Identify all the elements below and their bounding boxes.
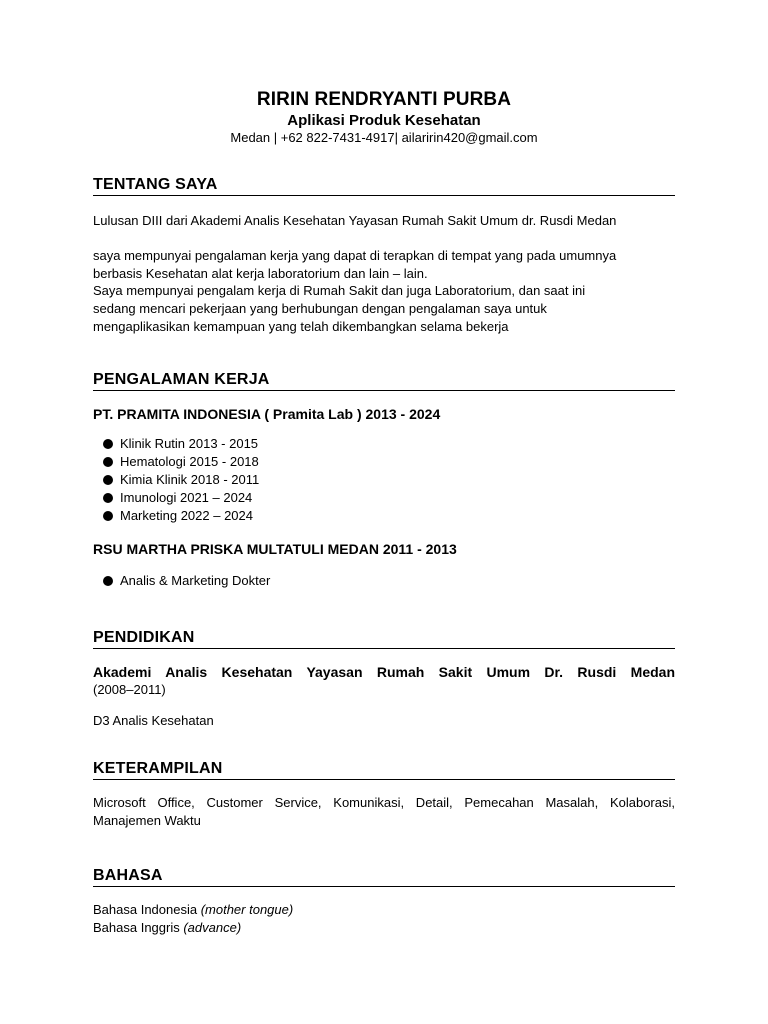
skills-line: Manajemen Waktu — [93, 812, 201, 828]
section-about — [93, 175, 675, 336]
section-skills — [93, 759, 675, 830]
section-title-education: PENDIDIKAN — [93, 628, 675, 649]
section-education — [93, 628, 675, 730]
contact-line: Medan | +62 822-7431-4917| ailaririn420@gmail.com — [230, 130, 538, 145]
person-name: RIRIN RENDRYANTI PURBA — [256, 89, 512, 110]
list-item: Klinik Rutin 2013 - 2015 — [93, 435, 675, 453]
bullet-icon — [103, 439, 113, 449]
section-title-skills: KETERAMPILAN — [93, 759, 675, 780]
section-title-about: TENTANG SAYA — [93, 175, 675, 196]
job-title-pramita: PT. PRAMITA INDONESIA ( Pramita Lab ) 2013 - 2024 — [93, 406, 441, 422]
about-line: sedang mencari pekerjaan yang berhubungan dengan pengalaman saya untuk — [93, 301, 547, 317]
about-line: saya mempunyai pengalaman kerja yang dapat di terapkan di tempat yang pada umumnya — [93, 247, 617, 263]
skills-line: Microsoft Office, Customer Service, Komunikasi, Detail, Pemecahan Masalah, Kolaborasi, — [93, 795, 675, 810]
list-item: Imunologi 2021 – 2024 — [93, 489, 675, 507]
job-duties-rsu — [93, 572, 675, 590]
about-summary: Lulusan DIII dari Akademi Analis Kesehatan Yayasan Rumah Sakit Umum dr. Rusdi Medan — [93, 213, 617, 228]
list-item: Marketing 2022 – 2024 — [93, 507, 675, 525]
section-title-languages: BAHASA — [93, 866, 675, 887]
job-title-rsu: RSU MARTHA PRISKA MULTATULI MEDAN 2011 - 2013 — [93, 541, 457, 557]
language-item: Bahasa Inggris (advance) — [93, 919, 242, 935]
degree: D3 Analis Kesehatan — [93, 713, 214, 728]
bullet-icon — [103, 493, 113, 503]
bullet-icon — [103, 576, 113, 586]
about-line: mengaplikasikan kemampuan yang telah dikembangkan selama bekerja — [93, 318, 509, 334]
list-item: Analis & Marketing Dokter — [93, 572, 675, 590]
job-title: Aplikasi Produk Kesehatan — [287, 112, 481, 129]
about-line: Saya mempunyai pengalam kerja di Rumah Sakit dan juga Laboratorium, dan saat ini — [93, 283, 586, 299]
section-title-experience: PENGALAMAN KERJA — [93, 370, 675, 391]
section-experience — [93, 370, 675, 590]
about-line: berbasis Kesehatan alat kerja laboratorium dan lain – lain. — [93, 265, 428, 281]
list-item: Hematologi 2015 - 2018 — [93, 453, 675, 471]
bullet-icon — [103, 511, 113, 521]
about-description — [93, 247, 675, 336]
school-name: Akademi Analis Kesehatan Yayasan Rumah Sakit Umum Dr. Rusdi Medan — [93, 664, 675, 680]
language-item: Bahasa Indonesia (mother tongue) — [93, 902, 294, 917]
job-duties-pramita — [93, 435, 675, 525]
school-years: (2008–2011) — [93, 682, 166, 697]
section-languages — [93, 866, 675, 937]
bullet-icon — [103, 457, 113, 467]
resume-header — [0, 88, 768, 146]
list-item: Kimia Klinik 2018 - 2011 — [93, 471, 675, 489]
bullet-icon — [103, 475, 113, 485]
